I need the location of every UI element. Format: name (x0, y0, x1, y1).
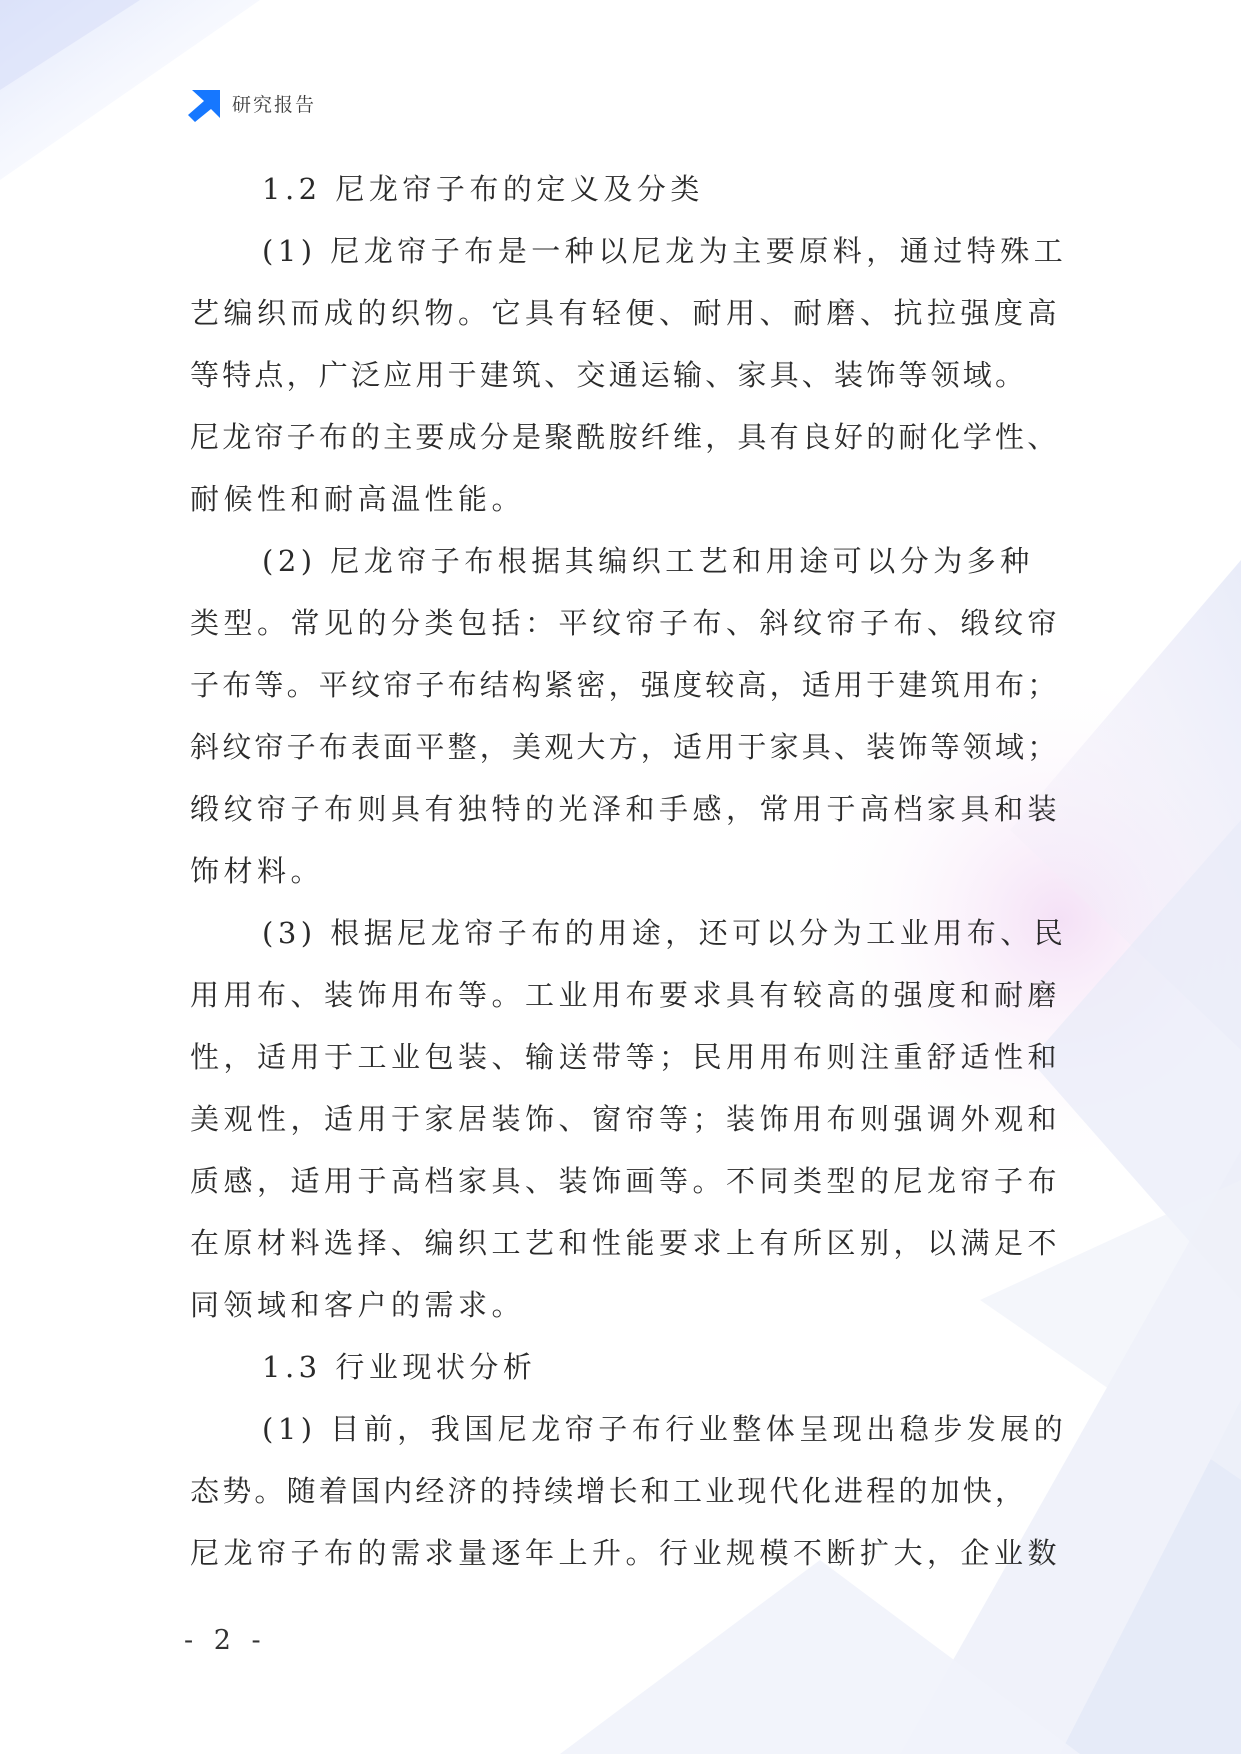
page-number: - 2 - (184, 1625, 267, 1656)
paragraph-line: 同领域和客户的需求。 (190, 1288, 526, 1322)
paragraph-line: (3) 根据尼龙帘子布的用途，还可以分为工业用布、民 (262, 916, 1068, 950)
paragraph-line: 子布等。平纹帘子布结构紧密，强度较高，适用于建筑用布； (190, 668, 1060, 702)
paragraph-line: 用用布、装饰用布等。工业用布要求具有较高的强度和耐磨 (190, 978, 1062, 1012)
paragraph-line: 态势。随着国内经济的持续增长和工业现代化进程的加快， (190, 1474, 1028, 1508)
paragraph-line: 斜纹帘子布表面平整，美观大方，适用于家具、装饰等领域； (190, 730, 1060, 764)
report-header (186, 88, 316, 122)
section-heading: 1.2 尼龙帘子布的定义及分类 (262, 172, 704, 206)
paragraph-line: 尼龙帘子布的需求量逐年上升。行业规模不断扩大，企业数 (190, 1536, 1062, 1570)
paragraph-line: 质感，适用于高档家具、装饰画等。不同类型的尼龙帘子布 (190, 1164, 1062, 1198)
arrow-up-right-icon (186, 88, 222, 122)
paragraph-line: 性，适用于工业包装、输送带等；民用用布则注重舒适性和 (190, 1040, 1062, 1074)
paragraph-line: 缎纹帘子布则具有独特的光泽和手感，常用于高档家具和装 (190, 792, 1062, 826)
document-body (190, 158, 1080, 1584)
paragraph-line: 等特点，广泛应用于建筑、交通运输、家具、装饰等领域。 (190, 358, 1028, 392)
paragraph-line: (1) 目前，我国尼龙帘子布行业整体呈现出稳步发展的 (262, 1412, 1068, 1446)
section-heading: 1.3 行业现状分析 (262, 1350, 537, 1384)
paragraph-line: 类型。常见的分类包括：平纹帘子布、斜纹帘子布、缎纹帘 (190, 606, 1062, 640)
paragraph-line: 耐候性和耐高温性能。 (190, 482, 526, 516)
paragraph-line: (1) 尼龙帘子布是一种以尼龙为主要原料，通过特殊工 (262, 234, 1068, 268)
paragraph-line: 尼龙帘子布的主要成分是聚酰胺纤维，具有良好的耐化学性、 (190, 420, 1060, 454)
header-title: 研究报告 (232, 94, 317, 116)
paragraph-line: 饰材料。 (190, 854, 325, 888)
paragraph-line: 美观性，适用于家居装饰、窗帘等；装饰用布则强调外观和 (190, 1102, 1062, 1136)
paragraph-line: (2) 尼龙帘子布根据其编织工艺和用途可以分为多种 (262, 544, 1034, 578)
paragraph-line: 艺编织而成的织物。它具有轻便、耐用、耐磨、抗拉强度高 (190, 296, 1062, 330)
paragraph-line: 在原材料选择、编织工艺和性能要求上有所区别，以满足不 (190, 1226, 1062, 1260)
